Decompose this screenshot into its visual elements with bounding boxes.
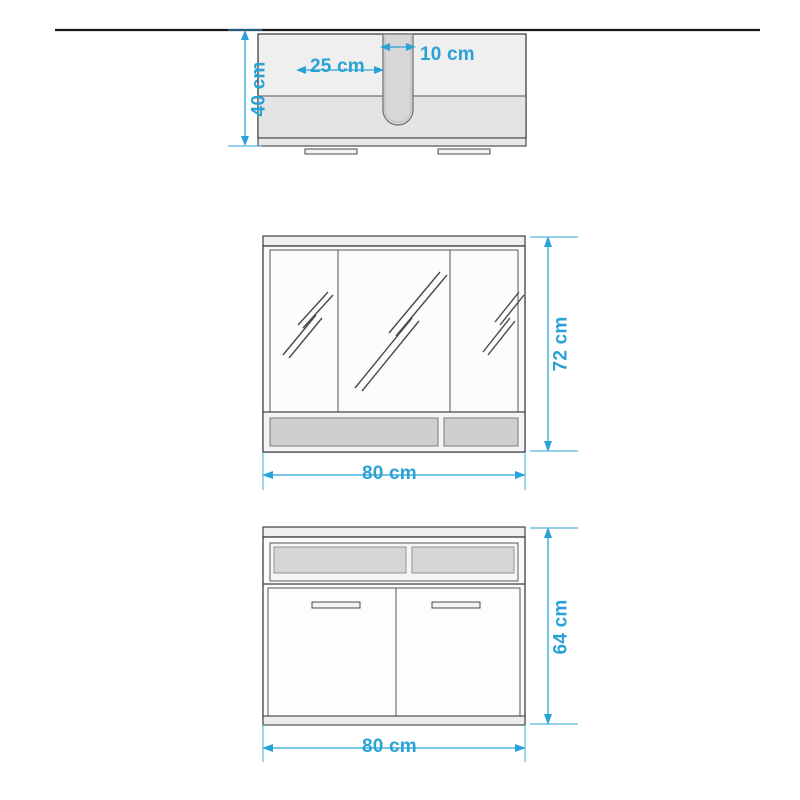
mirror-cabinet-group [262, 236, 578, 490]
dim-label-top-view-inner-depth: 25 cm [310, 56, 365, 77]
dim-label-mirror-cabinet-height: 72 cm [550, 316, 572, 372]
dim-label-top-view-slot-width: 10 cm [420, 44, 475, 65]
dim-label-mirror-cabinet-width: 80 cm [362, 463, 417, 484]
vanity-unit-group [262, 527, 578, 762]
dim-label-vanity-unit-height: 64 cm [550, 599, 572, 655]
dim-label-vanity-unit-width: 80 cm [362, 736, 417, 757]
top-view-group [55, 30, 760, 154]
dim-label-top-view-depth: 40 cm [248, 61, 270, 117]
